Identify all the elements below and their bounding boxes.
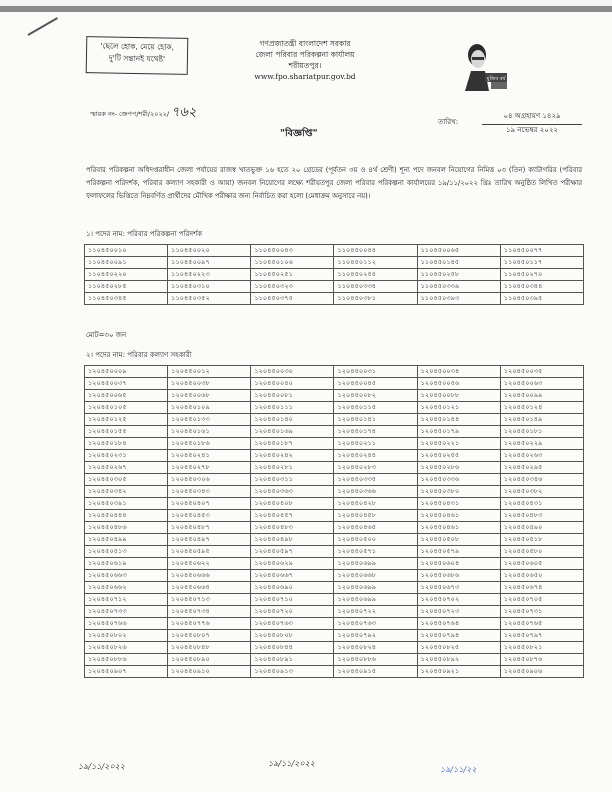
roll-number-cell: ১২০৪৫০৮২৪: [334, 642, 417, 654]
roll-number-cell: ১২০৪৫০৪৯৮: [251, 534, 334, 546]
roll-number-cell: ১২০৪৫০৭৯২: [334, 630, 417, 642]
roll-number-cell: ১২০৪৫০৪৫৮: [334, 510, 417, 522]
roll-number-cell: ১২০৪৫০৬৯০: [251, 582, 334, 594]
roll-number-cell: ১২০৪৫০২৪২: [251, 450, 334, 462]
roll-number-cell: ১২০৪৫০৭৩৪: [168, 606, 251, 618]
roll-number-cell: ১২০৪৫০৮৪৮: [168, 642, 251, 654]
roll-number-cell: ১২০৪৫০৪২৮: [334, 498, 417, 510]
table-row: [85, 269, 584, 281]
roll-number-cell: ১২০৪৫০৬০৪: [417, 558, 500, 570]
roll-number-cell: ১২০৪৫০০৪০: [251, 378, 334, 390]
roll-number-cell: ১১০৪৫০৩১০: [168, 281, 251, 293]
logo-caption: মুজিব বর্ষ: [486, 76, 506, 82]
roll-number-cell: ১২০৪৫০৩৮২: [500, 486, 583, 498]
table-row: [85, 486, 584, 498]
roll-number-cell: ১১০৪৫০৩৭৫: [251, 293, 334, 305]
roll-number-cell: ১২০৪৫০৭৩৩: [85, 606, 168, 618]
table-row: [85, 582, 584, 594]
roll-number-cell: ১২০৪৫০৪৮৩: [500, 510, 583, 522]
roll-number-cell: ১২০৪৫০৮৮৬: [334, 654, 417, 666]
roll-number-cell: ১১০৪৫০০৯৭: [168, 257, 251, 269]
roll-number-cell: ১১০৪৫০৩৩৯: [417, 281, 500, 293]
roll-number-cell: ১২০৪৫০৪৯৯: [85, 534, 168, 546]
roll-number-cell: ১১০৪৫০০৬৫: [417, 245, 500, 257]
roll-number-cell: ১২০৪৫০০৩৭: [85, 378, 168, 390]
roll-number-cell: ১২০৪৫০৫১৮: [500, 534, 583, 546]
memo-number: [90, 103, 196, 124]
memo-label: স্মারক নং- জেপপ/শরী/২০২২/: [90, 110, 170, 118]
roll-number-cell: ১২০৪৫০৭৯৪: [417, 630, 500, 642]
roll-number-cell: ১২০৪৫০৩৯১: [85, 498, 168, 510]
table-row: [85, 293, 584, 305]
roll-number-cell: ১২০৪৫০৪৬৫: [334, 522, 417, 534]
gov-line-2: জেলা পরিবার পরিকল্পনা কার্যালয়: [255, 50, 355, 59]
roll-number-cell: ১১০৪৫০২৮৫: [85, 281, 168, 293]
roll-number-cell: ১২০৪৫০২৮১: [251, 462, 334, 474]
roll-number-cell: ১২০৪৫০৭১০: [251, 594, 334, 606]
roll-number-cell: ১২০৪৫০৪০৭: [168, 498, 251, 510]
roll-number-cell: ১২০৪৫০৮৪৪: [251, 642, 334, 654]
roll-number-cell: ১২০৪৫০৭১৩: [168, 594, 251, 606]
section-1-table: [84, 244, 584, 305]
table-row: [85, 402, 584, 414]
table-row: [85, 450, 584, 462]
roll-number-cell: ১২০৪৫০১৩৩: [168, 414, 251, 426]
website-link[interactable]: www.fpo.shariatpur.gov.bd: [254, 72, 356, 81]
roll-number-cell: ১২০৪৫০২৮৩: [334, 462, 417, 474]
table-row: [85, 257, 584, 269]
roll-number-cell: ১২০৪৫০৬৯৯: [334, 582, 417, 594]
roll-number-cell: ১২০৪৫০২৩১: [85, 450, 168, 462]
table-row: [85, 474, 584, 486]
roll-number-cell: ১২০৪৫০৩৩৫: [334, 474, 417, 486]
roll-number-cell: ১২০৪৫০৮০৮: [251, 630, 334, 642]
roll-number-cell: ১২০৪৫০৩৮০: [417, 486, 500, 498]
section-1-heading: ১। পদের নাম: পরিবার পরিকল্পনা পরিদর্শক: [86, 230, 203, 238]
table-row: [85, 414, 584, 426]
roll-number-cell: ১১০৪৫০০১০: [85, 245, 168, 257]
roll-number-cell: ১২০৪৫০৩৬৩: [251, 486, 334, 498]
roll-number-cell: ১২০৪৫০৯১৩: [251, 666, 334, 678]
roll-number-cell: ১২০৪৫০৭৬৬: [85, 618, 168, 630]
roll-number-cell: ১২০৪৫০৫৯৫: [168, 546, 251, 558]
pen-mark: [28, 17, 58, 36]
roll-number-cell: ১২০৪৫০১১১: [251, 402, 334, 414]
roll-number-cell: ১২০৪৫০২৯৫: [500, 462, 583, 474]
roll-number-cell: ১২০৪৫০৭৬৩: [251, 618, 334, 630]
roll-number-cell: ১২০৪৫০৪৯৭: [168, 534, 251, 546]
roll-number-cell: ১২০৪৫০৬২২: [168, 558, 251, 570]
roll-number-cell: ১১০৪৫০০৪৪: [334, 245, 417, 257]
roll-number-cell: ১১০৪৫০২৫৮: [417, 269, 500, 281]
roll-number-cell: ১১০৪৫০২২০: [85, 269, 168, 281]
roll-number-cell: ১২০৪৫০১০৯: [168, 402, 251, 414]
roll-number-cell: ১২০৪৫০৮০২: [85, 630, 168, 642]
roll-number-cell: ১২০৪৫০৮৯২: [417, 654, 500, 666]
roll-number-cell: ১২০৪৫০৪৮৬: [85, 522, 168, 534]
roll-number-cell: ১২০৪৫০৭৬৩: [334, 618, 417, 630]
roll-number-cell: ১২০৪৫০৯১৫: [334, 666, 417, 678]
roll-number-cell: ১২০৪৫০০৮৮: [417, 390, 500, 402]
table-row: [85, 462, 584, 474]
date-label: তারিখ:: [438, 118, 459, 126]
roll-number-cell: ১২০৪৫০১০৫: [85, 402, 168, 414]
table-row: [85, 558, 584, 570]
roll-number-cell: ১২০৪৫০১৪১: [334, 414, 417, 426]
signature-2: ১৯/১১/২০২২: [268, 759, 315, 768]
roll-number-cell: ১১০৪৫০২৫১: [251, 269, 334, 281]
roll-number-cell: ১২০৪৫০৬৫০: [500, 570, 583, 582]
roll-number-cell: ১২০৪৫০৮৮৬: [85, 654, 168, 666]
roll-number-cell: ১২০৪৫০৩০৫: [85, 474, 168, 486]
roll-number-cell: ১২০৪৫০৭৩১: [500, 606, 583, 618]
roll-number-cell: ১১০৪৫০৩২৩: [251, 281, 334, 293]
roll-number-cell: ১২০৪৫০৬৬৪: [168, 582, 251, 594]
notice-paragraph: পরিবার পরিকল্পনা অধিদপ্তরাধীন জেলা পর্যায়ের রাজস্ব খাতভুক্ত ১৬ হতে ২০ গ্রেডের (পূর্বতন ৩য় ও ৪র্থ শ্রেণী) শূন্য পদে জনবল নিয়োগের নিমিত্ত ০৩ (তিন) ক্যাটাগরির (পরিবার পরিকল্পনা পরিদর্শক, পরিবার কল্যাণ সহকারী ও আয়া) জনবল নিয়োগের লক্ষ্যে শরীয়তপুর জেলা পরিবার পরিকল্পনা কার্যালয়ের ১৯/১১/২০২২ খ্রিঃ তারিখ অনুষ্ঠিত লিখিত পরীক্ষার ফলাফলের ভিত্তিতে নিম্নবর্ণিত প্রার্থীদের মৌখিক পরীক্ষার জন্য নির্বাচিত করা হলো (মেধাক্রম অনুসারে নয়)।: [86, 166, 582, 201]
roll-number-cell: ১২০৪৫০৪৬১: [417, 522, 500, 534]
roll-number-cell: ১২০৪৫০৫০০: [334, 534, 417, 546]
roll-number-cell: ১২০৪৫০০৬৩: [500, 378, 583, 390]
roll-number-cell: ১২০৪৫০৬৭৪: [500, 582, 583, 594]
roll-number-cell: ১২০৪৫০৪৩১: [500, 498, 583, 510]
table-row: [85, 606, 584, 618]
signature-1: ১৯/১১/২০২২: [78, 762, 125, 771]
roll-number-cell: ১২০৪৫০২৭৮: [168, 462, 251, 474]
roll-number-cell: ১১০৪৫০৩৮১: [334, 293, 417, 305]
roll-number-cell: ১১০৪৫০১৪৫: [417, 257, 500, 269]
roll-number-cell: ১১০৪৫০৩৩৪: [334, 281, 417, 293]
roll-number-cell: ১২০৪৫০৪৯০: [500, 522, 583, 534]
roll-number-cell: ১২০৪৫০৩৬৬: [334, 486, 417, 498]
roll-number-cell: ১২০৪৫০০১২: [168, 366, 251, 378]
roll-number-cell: ১২০৪৫০৭৭৬: [168, 618, 251, 630]
roll-number-cell: ১২০৪৫০১৮১: [500, 426, 583, 438]
memo-handwritten-number: ৭৬২: [171, 105, 197, 120]
scan-top-edge: [0, 6, 612, 12]
roll-number-cell: ১২০৪৫০০৪৫: [334, 378, 417, 390]
roll-number-cell: ১২০৪৫০১৮৪: [85, 438, 168, 450]
roll-number-cell: ১২০৪৫০৭৬৫: [500, 618, 583, 630]
roll-number-cell: ১১০৪৫০১১২: [334, 257, 417, 269]
date-english: ১৯ নভেম্বর ২০২২: [506, 126, 558, 134]
table-row: [85, 438, 584, 450]
roll-number-cell: ১১০৪৫০৩৯৩: [417, 293, 500, 305]
roll-number-cell: ১২০৪৫০৬৭৩: [417, 582, 500, 594]
roll-number-cell: ১১০৪৫০১০৬: [251, 257, 334, 269]
document-page: [0, 6, 612, 792]
table-row: [85, 642, 584, 654]
roll-number-cell: ১১০৪৫০১১৭: [500, 257, 583, 269]
roll-number-cell: ১২০৪৫০৯১০: [168, 666, 251, 678]
roll-number-cell: ১২০৪৫০৮২৫: [417, 642, 500, 654]
roll-number-cell: ১২০৪৫০৭৬৪: [417, 618, 500, 630]
roll-number-cell: ১২০৪৫০৬০৫: [500, 558, 583, 570]
table-row: [85, 366, 584, 378]
roll-number-cell: ১২০৪৫০০৬৫: [85, 390, 168, 402]
roll-number-cell: ১২০৪৫০৫৮০: [500, 546, 583, 558]
slogan-line-1: 'ছেলে হোক, মেয়ে হোক,: [100, 41, 175, 52]
roll-number-cell: ১২০৪৫০৮৭৬: [500, 654, 583, 666]
table-row: [85, 630, 584, 642]
roll-number-cell: ১২০৪৫০৪৫৭: [251, 510, 334, 522]
letterhead: [240, 38, 370, 82]
date-bangla: ০৪ অগ্রহায়ণ ১৪২৯: [482, 110, 582, 125]
signature-3: ১৯/১১/২২: [440, 765, 477, 774]
roll-number-cell: ১২০৪৫০৭২২: [334, 606, 417, 618]
roll-number-cell: ১২০৪৫০৮৯০: [168, 654, 251, 666]
table-row: [85, 534, 584, 546]
roll-number-cell: ১১০৪৫০৩৪৪: [500, 281, 583, 293]
roll-number-cell: ১২০৪৫০৪৮৭: [168, 522, 251, 534]
roll-number-cell: ১২০৪৫০১৭৪: [334, 426, 417, 438]
roll-number-cell: ১২০৪৫০০৬৮: [168, 390, 251, 402]
roll-number-cell: ১২০৪৫০০৩০: [251, 366, 334, 378]
roll-number-cell: ১২০৪৫০৩১১: [251, 474, 334, 486]
roll-number-cell: ১১০৪৫০৩৫২: [168, 293, 251, 305]
table-row: [85, 594, 584, 606]
slogan-line-2: দু'টি সন্তানই যথেষ্ট': [108, 53, 166, 64]
roll-number-cell: ১১০৪৫০৩৪৫: [85, 293, 168, 305]
roll-number-cell: ১২০৪৫০১৫৫: [85, 426, 168, 438]
roll-number-cell: ১২০৪৫০১৬১: [168, 426, 251, 438]
roll-number-cell: ১২০৪৫০৮২১: [500, 642, 583, 654]
table-row: [85, 498, 584, 510]
roll-number-cell: ১২০৪৫০৩০৬: [168, 474, 251, 486]
roll-number-cell: ১২০৪৫০০০৯: [85, 366, 168, 378]
roll-number-cell: ১২০৪৫০২৪১: [168, 450, 251, 462]
roll-number-cell: ১২০৪৫০৯০৭: [85, 666, 168, 678]
section-1-total: মোট=৩০ জন: [86, 331, 127, 339]
roll-number-cell: ১২০৪৫০১২৫: [85, 414, 168, 426]
roll-number-cell: ১২০৪৫০২৮৬: [417, 462, 500, 474]
roll-number-cell: ১২০৪৫০০৯৯: [500, 390, 583, 402]
roll-number-cell: ১২০৪৫০৬৬৭: [251, 570, 334, 582]
roll-number-cell: ১২০৪৫০১৮৬: [168, 438, 251, 450]
roll-number-cell: ১২০৪৫০১২১: [417, 402, 500, 414]
roll-number-cell: ১১০৪৫০০৭৭: [500, 245, 583, 257]
roll-number-cell: ১১০৪৫০০৯১: [85, 257, 168, 269]
portrait-icon: [455, 41, 515, 93]
roll-number-cell: ১২০৪৫০৫১৩: [85, 546, 168, 558]
roll-number-cell: ১২০৪৫০৬৬৩: [85, 570, 168, 582]
roll-number-cell: ১২০৪৫০৪৫৩: [168, 510, 251, 522]
section-2-table: [84, 365, 584, 678]
roll-number-cell: ১২০৪৫০০৩১: [334, 366, 417, 378]
roll-number-cell: ১২০৪৫০২২৯: [500, 438, 583, 450]
roll-number-cell: ১২০৪৫০৪৩১: [417, 498, 500, 510]
roll-number-cell: ১২০৪৫০৫৭১: [334, 546, 417, 558]
roll-number-cell: ১২০৪৫০৫৭৯: [417, 546, 500, 558]
roll-number-cell: ১২০৪৫০৪৪৪: [85, 510, 168, 522]
roll-number-cell: ১২০৪৫০৬৯৯: [334, 594, 417, 606]
roll-number-cell: ১১০৪৫০০৪৩: [251, 245, 334, 257]
roll-number-cell: ১২০৪৫০৭৯৭: [500, 630, 583, 642]
roll-number-cell: ১১০৪৫০২২৩: [168, 269, 251, 281]
roll-number-cell: ১২০৪৫০৯২১: [417, 666, 500, 678]
table-row: [85, 666, 584, 678]
roll-number-cell: ১২০৪৫০৩৪২: [85, 486, 168, 498]
roll-number-cell: ১২০৪৫০২৫৫: [417, 450, 500, 462]
roll-number-cell: ১১০৪৫০৩৯৫: [500, 293, 583, 305]
roll-number-cell: ১২০৪৫০৩৪৩: [168, 486, 251, 498]
slogan-box: [86, 36, 189, 75]
table-row: [85, 522, 584, 534]
roll-number-cell: ১২০৪৫০৪৮৩: [251, 522, 334, 534]
table-row: [85, 654, 584, 666]
roll-number-cell: ১২০৪৫০৫০৮: [417, 534, 500, 546]
roll-number-cell: ১২০৪৫০২২১: [417, 438, 500, 450]
table-row: [85, 570, 584, 582]
roll-number-cell: ১২০৪৫০৮৯১: [251, 654, 334, 666]
table-row: [85, 245, 584, 257]
notice-title: "বিজ্ঞপ্তি": [280, 128, 318, 139]
roll-number-cell: ১২০৪৫০৩৩৬: [417, 474, 500, 486]
roll-number-cell: ১২০৪৫০১২৪: [500, 402, 583, 414]
roll-number-cell: ১১০৪৫০০২০: [168, 245, 251, 257]
roll-number-cell: ১২০৪৫০৬১৯: [85, 558, 168, 570]
roll-number-cell: ১২০৪৫০১৪৯: [500, 414, 583, 426]
table-row: [85, 378, 584, 390]
roll-number-cell: ১২০৪৫০৬৯৯: [334, 558, 417, 570]
roll-number-cell: ১২০৪৫০২১১: [334, 438, 417, 450]
section-2-heading: ২। পদের নাম: পরিবার কল্যাণ সহকারী: [86, 351, 192, 359]
roll-number-cell: ১২০৪৫০৮০৭: [168, 630, 251, 642]
gov-line-3: শরীয়তপুর।: [288, 61, 322, 70]
roll-number-cell: ১২০৪৫০৩৪৬: [500, 474, 583, 486]
roll-number-cell: ১২০৪৫০৭২০: [251, 606, 334, 618]
roll-number-cell: ১২০৪৫০১৭৯: [417, 426, 500, 438]
roll-number-cell: ১২০৪৫০৪০৮: [251, 498, 334, 510]
roll-number-cell: ১২০৪৫০০৩৫: [500, 366, 583, 378]
roll-number-cell: ১২০৪৫০০৩৪: [417, 366, 500, 378]
roll-number-cell: ১২০৪৫০১৪৪: [417, 414, 500, 426]
roll-number-cell: ১২০৪৫০০৮২: [334, 390, 417, 402]
table-row: [85, 510, 584, 522]
roll-number-cell: ১২০৪৫০২৬৭: [85, 462, 168, 474]
roll-number-cell: ১১০৪৫০২৫৪: [334, 269, 417, 281]
roll-number-cell: ১২০৪৫০৪৬১: [417, 510, 500, 522]
roll-number-cell: ১২০৪৫০৭২৩: [417, 606, 500, 618]
roll-number-cell: ১২০৪৫০০৫৬: [417, 378, 500, 390]
roll-number-cell: ১২০৪৫০১৬৯: [251, 426, 334, 438]
roll-number-cell: ১২০৪৫০৭০৫: [500, 594, 583, 606]
table-row: [85, 426, 584, 438]
roll-number-cell: ১২০৪৫০৬৮৬: [417, 570, 500, 582]
roll-number-cell: ১২০৪৫০৬৬৮: [334, 570, 417, 582]
roll-number-cell: ১২০৪৫০৬৬২: [85, 582, 168, 594]
roll-number-cell: ১১০৪৫০২৭০: [500, 269, 583, 281]
mujib-year-logo: [455, 41, 515, 93]
table-row: [85, 281, 584, 293]
roll-number-cell: ১২০৪৫০২৪৪: [334, 450, 417, 462]
roll-number-cell: ১২০৪৫০৯০৬: [500, 666, 583, 678]
roll-number-cell: ১২০৪৫০১১৫: [334, 402, 417, 414]
roll-number-cell: ১২০৪৫০০৩৮: [168, 378, 251, 390]
roll-number-cell: ১২০৪৫০৮২৬: [85, 642, 168, 654]
gov-line-1: গণপ্রজাতন্ত্রী বাংলাদেশ সরকার: [259, 39, 351, 48]
roll-number-cell: ১২০৪৫০৬২৯: [251, 558, 334, 570]
table-row: [85, 618, 584, 630]
roll-number-cell: ১২০৪৫০১৪০: [251, 414, 334, 426]
table-row: [85, 546, 584, 558]
roll-number-cell: ১২০৪৫০৭০২: [417, 594, 500, 606]
table-row: [85, 390, 584, 402]
roll-number-cell: ১২০৪৫০২৬৩: [500, 450, 583, 462]
roll-number-cell: ১২০৪৫০১৮৭: [251, 438, 334, 450]
roll-number-cell: ১২০৪৫০৭১২: [85, 594, 168, 606]
roll-number-cell: ১২০৪৫০০৮১: [251, 390, 334, 402]
roll-number-cell: ১২০৪৫০৬৬৬: [168, 570, 251, 582]
roll-number-cell: ১২০৪৫০৫৯৭: [251, 546, 334, 558]
